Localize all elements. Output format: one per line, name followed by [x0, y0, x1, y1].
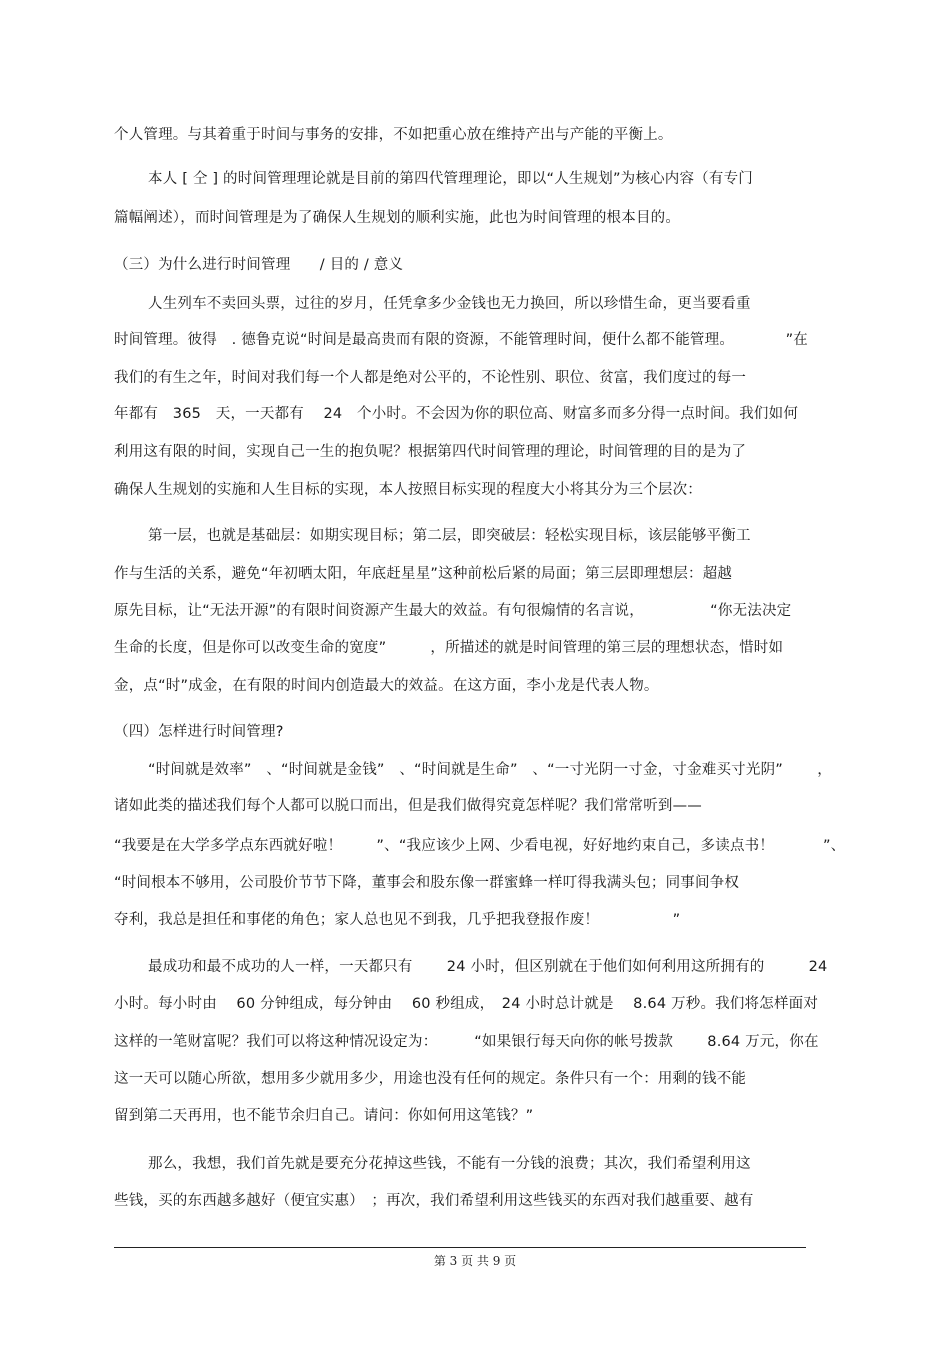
paragraph-line: 些钱，买的东西越多越好（便宜实惠） ；再次，我们希望利用这些钱买的东西对我们越重要、越有 [114, 1193, 754, 1209]
paragraph-line: 年都有 365 天，一天都有 24 个小时。不会因为你的职位高、财富多而多分得一点时间。我们如何 [114, 406, 799, 422]
paragraph-line: 人生列车不卖回头票，过往的岁月，任凭拿多少金钱也无力换回，所以珍惜生命，更当要看重 [148, 296, 751, 312]
paragraph-line: 作与生活的关系，避免“年初晒太阳，年底赶星星”这种前松后紧的局面；第三层即理想层：超越 [114, 566, 733, 582]
paragraph-line: 时间管理。彼得 . 德鲁克说“时间是最高贵而有限的资源，不能管理时间，便什么都不能管理。 ”在 [114, 332, 808, 348]
paragraph-line: 利用这有限的时间，实现自己一生的抱负呢？根据第四代时间管理的理论，时间管理的目的是为了 [114, 444, 747, 460]
paragraph-line: 本人 [ 仝 ] 的时间管理理论就是目前的第四代管理理论，即以“人生规划”为核心内容（有专门 [148, 171, 753, 187]
paragraph-line: 留到第二天再用，也不能节余归自己。请问：你如何用这笔钱？” [114, 1108, 534, 1124]
paragraph-line: 诸如此类的描述我们每个人都可以脱口而出，但是我们做得究竟怎样呢？我们常常听到—— [114, 798, 702, 814]
paragraph-line: 生命的长度，但是你可以改变生命的宽度” ，所描述的就是时间管理的第三层的理想状态，惜时如 [114, 640, 784, 656]
section-heading: （四）怎样进行时间管理? [114, 724, 284, 740]
page-number: 第 3 页 共 9 页 [433, 1254, 517, 1268]
paragraph-line: 金，点“时”成金，在有限的时间内创造最大的效益。在这方面，李小龙是代表人物。 [114, 678, 659, 694]
paragraph-line: 这样的一笔财富呢？我们可以将这种情况设定为： “如果银行每天向你的帐号拨款 8.64 万元，你在 [114, 1034, 819, 1050]
paragraph-line: “时间根本不够用，公司股价节节下降，董事会和股东像一群蜜蜂一样叮得我满头包；同事间争权 [114, 875, 740, 891]
footer-rule [114, 1247, 806, 1248]
section-heading: （三）为什么进行时间管理 / 目的 / 意义 [114, 257, 404, 273]
paragraph-line: “我要是在大学多学点东西就好啦！ ”、“我应该少上网、少看电视，好好地约束自己，多读点书！ ”、 [114, 838, 846, 854]
paragraph-line: 夺利，我总是担任和事佬的角色；家人总也见不到我，几乎把我登报作废！ ” [114, 912, 681, 928]
paragraph-line: 小时。每小时由 60 分钟组成，每分钟由 60 秒组成， 24 小时总计就是 8.64 万秒。我们将怎样面对 [114, 996, 819, 1012]
paragraph-line: 最成功和最不成功的人一样，一天都只有 24 小时，但区别就在于他们如何利用这所拥有的 24 [148, 959, 828, 975]
paragraph-line: 那么，我想，我们首先就是要充分花掉这些钱，不能有一分钱的浪费；其次，我们希望利用这 [148, 1156, 751, 1172]
paragraph-line: 第一层，也就是基础层：如期实现目标；第二层，即突破层：轻松实现目标，该层能够平衡工 [148, 528, 751, 544]
paragraph-line: 篇幅阐述），而时间管理是为了确保人生规划的顺利实施，此也为时间管理的根本目的。 [114, 210, 681, 226]
paragraph-line: 原先目标，让“无法开源”的有限时间资源产生最大的效益。有句很煽情的名言说， “你无法决定 [114, 603, 792, 619]
paragraph-line: “时间就是效率” 、“时间就是金钱” 、“时间就是生命” 、“一寸光阴一寸金，寸金难买寸光阴” ， [148, 762, 832, 778]
paragraph-line: 我们的有生之年，时间对我们每一个人都是绝对公平的，不论性别、职位、贫富，我们度过的每一 [114, 370, 747, 386]
paragraph-line: 确保人生规划的实施和人生目标的实现，本人按照目标实现的程度大小将其分为三个层次： [114, 482, 702, 498]
paragraph-line: 这一天可以随心所欲，想用多少就用多少，用途也没有任何的规定。条件只有一个：用剩的钱不能 [114, 1071, 747, 1087]
paragraph-line: 个人管理。与其着重于时间与事务的安排，不如把重心放在维持产出与产能的平衡上。 [114, 127, 673, 143]
